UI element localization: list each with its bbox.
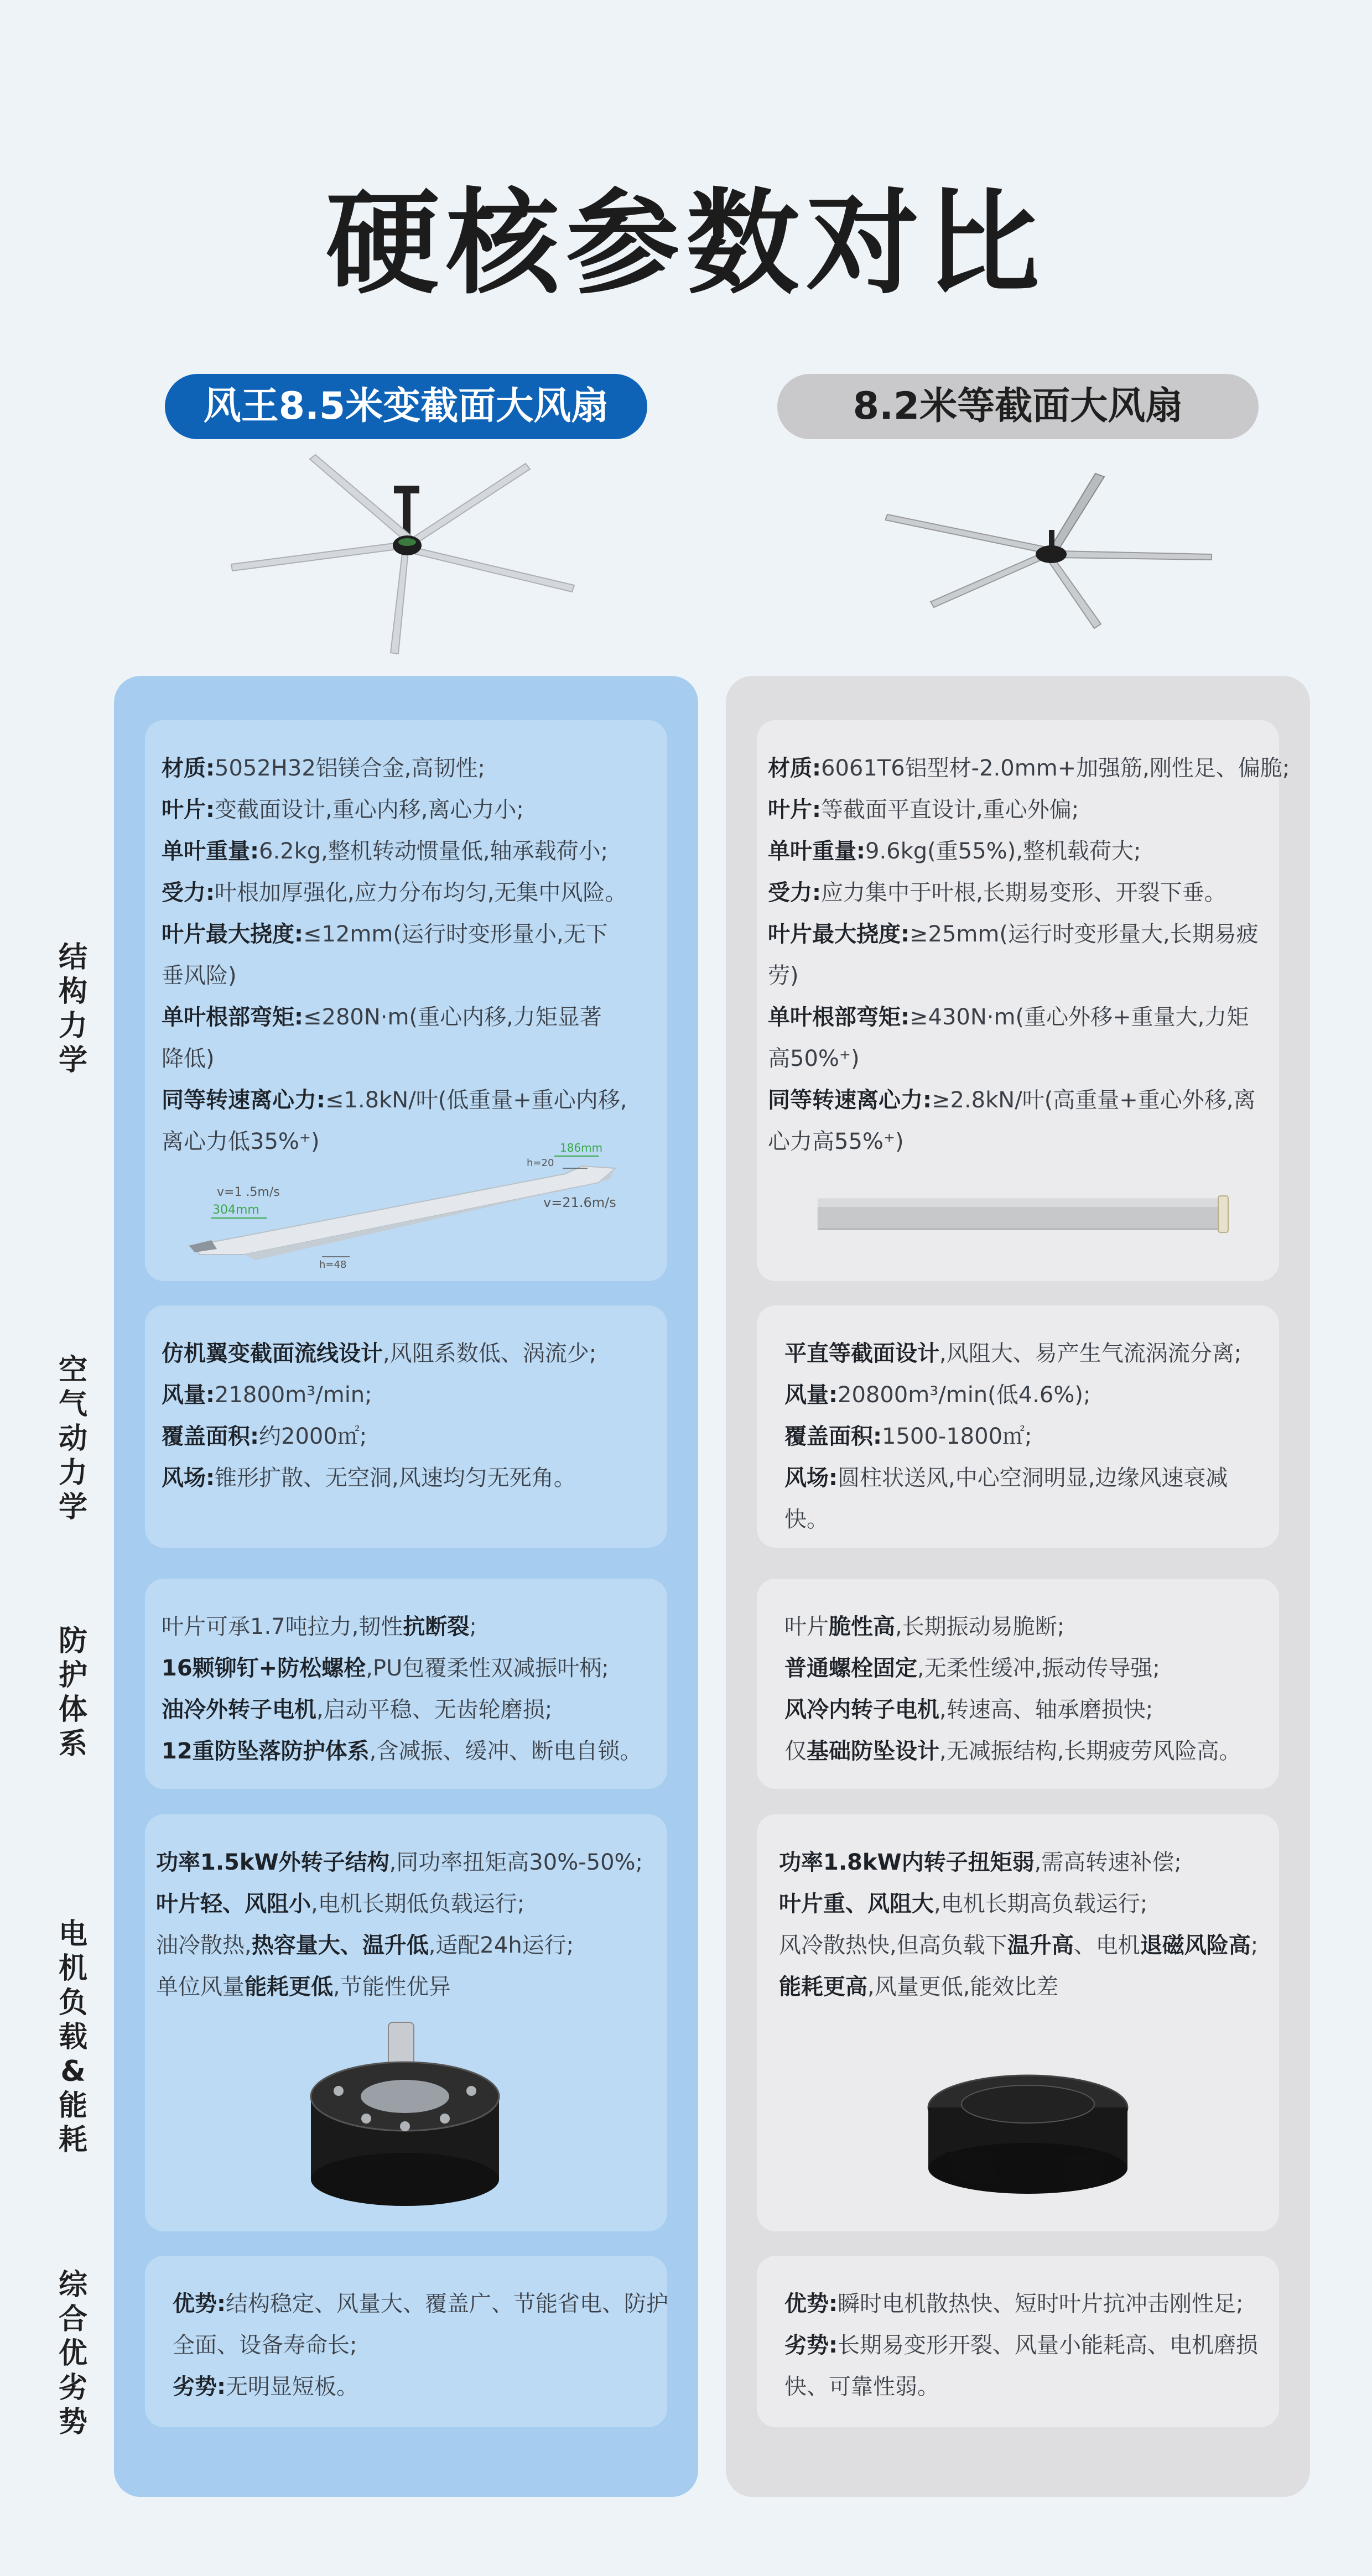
- right-fan-image: [885, 470, 1217, 636]
- text: 5052H32铝镁合金,高韧性;: [215, 756, 485, 781]
- bold-text: 单叶重量:: [162, 839, 259, 864]
- text: 变截面设计,重心内移,离心力小;: [215, 797, 524, 823]
- text-line: [162, 1606, 651, 1648]
- text: 20800m³/min(低4.6%);: [838, 1382, 1091, 1408]
- blade-speed-root: v=1 .5m/s: [217, 1185, 280, 1199]
- bold-text: 平直等截面设计: [784, 1341, 939, 1366]
- text: ;: [1250, 1933, 1259, 1958]
- bold-text: 能耗更低: [245, 1974, 333, 2000]
- text-line: [784, 1375, 1262, 1416]
- text-line: [768, 1121, 1262, 1163]
- bold-text: 仿机翼变截面流线设计: [162, 1341, 383, 1366]
- bold-text: 优势:: [784, 2291, 838, 2317]
- section-label-protect: 防护体系: [58, 1625, 87, 1761]
- right-motor-image: [923, 2069, 1133, 2207]
- blade-speed-tip: v=21.6m/s: [543, 1195, 616, 1210]
- left-structure-text: [162, 748, 651, 1163]
- text-line: [162, 748, 651, 789]
- text-line: [768, 789, 1262, 831]
- bold-text: 风场:: [162, 1465, 215, 1491]
- text-line: [162, 1648, 651, 1689]
- text: 降低): [162, 1046, 215, 1071]
- text-line: [156, 1842, 651, 1883]
- left-motor-text: [156, 1842, 651, 2008]
- text-line: [162, 1689, 651, 1731]
- text-line: [768, 955, 1262, 997]
- bold-text: 叶片最大挠度:: [768, 922, 910, 947]
- text-line: [173, 2366, 651, 2408]
- text-line: [784, 2366, 1262, 2408]
- text: 劳): [768, 963, 799, 988]
- section-label-summary: 综合优劣势: [58, 2268, 87, 2439]
- text: ,风阻系数低、涡流少;: [383, 1341, 597, 1366]
- bold-text: 覆盖面积:: [784, 1424, 882, 1449]
- right-summary-text: [784, 2283, 1262, 2408]
- right-structure-text: [768, 748, 1290, 1163]
- text-line: [768, 1080, 1262, 1121]
- right-structure-card: [757, 720, 1290, 1281]
- text: ,转速高、轴承磨损快;: [939, 1697, 1153, 1722]
- text: 21800m³/min;: [215, 1382, 372, 1408]
- text: 单位风量: [156, 1974, 245, 2000]
- text-line: [162, 955, 651, 997]
- blade-width-root: 304mm: [212, 1203, 259, 1217]
- left-protect-text: [162, 1606, 651, 1772]
- text-line: [784, 1499, 1262, 1541]
- text-line: [162, 914, 651, 955]
- bold-text: 同等转速离心力:: [162, 1087, 325, 1113]
- text-line: [162, 1731, 651, 1772]
- text-line: [784, 1606, 1262, 1648]
- text: 叶根加厚强化,应力分布均匀,无集中风险。: [215, 880, 627, 905]
- bold-text: 风量:: [784, 1382, 838, 1408]
- text: 风冷散热快,但高负载下: [779, 1933, 1007, 1958]
- text: 约2000㎡;: [259, 1424, 367, 1449]
- right-motor-card: [757, 1814, 1279, 2231]
- text: 无明显短板。: [226, 2374, 358, 2400]
- bold-text: 单叶根部弯矩:: [768, 1005, 910, 1030]
- right-column: [726, 676, 1310, 2497]
- section-label-structure: 结构力学: [58, 941, 87, 1077]
- bold-text: 优势:: [173, 2291, 226, 2317]
- bold-text: 受力:: [162, 880, 215, 905]
- bold-text: 12重防坠落防护体系: [162, 1739, 370, 1764]
- text: 1500-1800㎡;: [882, 1424, 1032, 1449]
- left-aero-text: [162, 1333, 651, 1499]
- text-line: [162, 1458, 651, 1499]
- left-structure-card: [145, 720, 667, 1281]
- bold-text: 温升高: [1007, 1933, 1074, 1958]
- bold-text: 退磁风险高: [1140, 1933, 1251, 1958]
- text-line: [162, 1333, 651, 1375]
- text: ,同功率扭矩高30%-50%;: [389, 1850, 643, 1875]
- left-motor-image: [300, 2019, 510, 2207]
- text-line: [768, 748, 1290, 789]
- text-line: [768, 914, 1262, 955]
- bold-text: 风量:: [162, 1382, 215, 1408]
- bold-text: 材质:: [768, 756, 821, 781]
- text: 心力高55%⁺): [768, 1129, 904, 1154]
- right-aero-text: [784, 1333, 1262, 1541]
- bold-text: 脆性高: [829, 1614, 895, 1640]
- text-line: [768, 831, 1262, 872]
- text-line: [162, 997, 651, 1038]
- text-line: [779, 1925, 1262, 1966]
- bold-text: 叶片最大挠度:: [162, 922, 303, 947]
- bold-text: 油冷外转子电机: [162, 1697, 316, 1722]
- left-column: [114, 676, 698, 2497]
- text: ,长期振动易脆断;: [895, 1614, 1065, 1640]
- text-line: [173, 2283, 668, 2325]
- bold-text: 功率1.8kW内转子扭矩弱: [779, 1850, 1035, 1875]
- text-line: [784, 1333, 1262, 1375]
- text: 高50%⁺): [768, 1046, 860, 1071]
- blade-height-root: h=48: [319, 1259, 347, 1268]
- text: 结构稳定、风量大、覆盖广、节能省电、防护: [226, 2291, 668, 2317]
- text: ,启动平稳、无齿轮磨损;: [316, 1697, 553, 1722]
- bold-text: 同等转速离心力:: [768, 1087, 932, 1113]
- right-summary-card: [757, 2256, 1279, 2427]
- text-line: [162, 1416, 651, 1458]
- text-line: [784, 2283, 1262, 2325]
- bold-text: 叶片:: [768, 797, 821, 823]
- text-line: [784, 1648, 1262, 1689]
- bold-text: 16颗铆钉+防松螺栓: [162, 1656, 366, 1681]
- text-line: [768, 997, 1262, 1038]
- bold-text: 风冷内转子电机: [784, 1697, 939, 1722]
- right-motor-text: [779, 1842, 1262, 2008]
- text-line: [162, 789, 651, 831]
- text: 快。: [784, 1507, 829, 1532]
- text-line: [162, 872, 651, 914]
- blade-height-tip: h=20: [527, 1157, 554, 1169]
- text: 油冷散热,: [156, 1933, 252, 1958]
- text: 6.2kg,整机转动惯量低,轴承载荷小;: [259, 839, 609, 864]
- text: 离心力低35%⁺): [162, 1129, 320, 1154]
- text: 锥形扩散、无空洞,风速均匀无死角。: [215, 1465, 576, 1491]
- text: ,适配24h运行;: [428, 1933, 574, 1958]
- bold-text: 叶片:: [162, 797, 215, 823]
- text: 瞬时电机散热快、短时叶片抗冲击刚性足;: [838, 2291, 1244, 2317]
- left-summary-card: [145, 2256, 667, 2427]
- text: 垂风险): [162, 963, 237, 988]
- text: ≥25mm(运行时变形量大,长期易疲: [910, 922, 1259, 947]
- text-line: [768, 1038, 1262, 1080]
- left-product-header: 风王8.5米变截面大风扇: [165, 374, 647, 439]
- text: ≥430N·m(重心外移+重量大,力矩: [910, 1005, 1249, 1030]
- text: ;: [469, 1614, 477, 1640]
- text: ,含减振、缓冲、断电自锁。: [369, 1739, 642, 1764]
- blade-width-tip: 186mm: [560, 1141, 603, 1154]
- text-line: [784, 1416, 1262, 1458]
- bold-text: 风场:: [784, 1465, 838, 1491]
- right-aero-card: [757, 1305, 1279, 1548]
- bold-text: 基础防坠设计: [807, 1739, 939, 1764]
- text-line: [784, 1731, 1262, 1772]
- text: ≥2.8kN/叶(高重量+重心外移,离: [932, 1087, 1256, 1113]
- text: 、电机: [1073, 1933, 1140, 1958]
- bold-text: 材质:: [162, 756, 215, 781]
- section-label-aero: 空气动力学: [58, 1354, 87, 1524]
- text: ,节能性优异: [333, 1974, 451, 2000]
- text: 叶片: [784, 1614, 829, 1640]
- left-protect-card: [145, 1579, 667, 1789]
- bold-text: 普通螺栓固定: [784, 1656, 917, 1681]
- bold-text: 抗断裂: [403, 1614, 470, 1640]
- text-line: [162, 1080, 651, 1121]
- text: 9.6kg(重55%),整机载荷大;: [865, 839, 1141, 864]
- page-title: 硬核参数对比: [326, 178, 1046, 310]
- text-line: [156, 1925, 651, 1966]
- text-line: [162, 1038, 651, 1080]
- left-aero-card: [145, 1305, 667, 1548]
- text-line: [779, 1842, 1262, 1883]
- text: 圆柱状送风,中心空洞明显,边缘风速衰减: [838, 1465, 1228, 1491]
- text: 仅: [784, 1739, 807, 1764]
- left-motor-card: [145, 1814, 667, 2231]
- text: 叶片可承1.7吨拉力,韧性: [162, 1614, 403, 1640]
- bold-text: 覆盖面积:: [162, 1424, 259, 1449]
- bold-text: 单叶根部弯矩:: [162, 1005, 303, 1030]
- text: ,PU包覆柔性双减振叶柄;: [366, 1656, 609, 1681]
- text-line: [156, 1966, 651, 2008]
- text: 应力集中于叶根,长期易变形、开裂下垂。: [821, 880, 1227, 905]
- bold-text: 劣势:: [784, 2333, 838, 2358]
- text-line: [784, 2325, 1262, 2366]
- text-line: [162, 1375, 651, 1416]
- bold-text: 单叶重量:: [768, 839, 865, 864]
- text-line: [779, 1883, 1262, 1925]
- bold-text: 叶片轻、风阻小: [156, 1891, 311, 1917]
- bold-text: 功率1.5kW外转子结构: [156, 1850, 389, 1875]
- right-blade-image: [818, 1195, 1238, 1234]
- left-fan-image: [227, 443, 581, 658]
- text: ,电机长期低负载运行;: [311, 1891, 525, 1917]
- left-blade-diagram: [178, 1130, 632, 1268]
- text: 全面、设备寿命长;: [173, 2333, 357, 2358]
- text: 6061T6铝型材-2.0mm+加强筋,刚性足、偏脆;: [821, 756, 1290, 781]
- text: ,无柔性缓冲,振动传导强;: [917, 1656, 1160, 1681]
- right-product-header: 8.2米等截面大风扇: [777, 374, 1259, 439]
- text-line: [156, 1883, 651, 1925]
- text-line: [162, 831, 651, 872]
- text: ,风量更低,能效比差: [867, 1974, 1059, 2000]
- left-summary-text: [173, 2283, 668, 2408]
- bold-text: 叶片重、风阻大: [779, 1891, 934, 1917]
- text-line: [784, 1458, 1262, 1499]
- text: ,无减振结构,长期疲劳风险高。: [939, 1739, 1241, 1764]
- bold-text: 能耗更高: [779, 1974, 867, 2000]
- bold-text: 劣势:: [173, 2374, 226, 2400]
- right-protect-text: [784, 1606, 1262, 1772]
- bold-text: 受力:: [768, 880, 821, 905]
- text: 快、可靠性弱。: [784, 2374, 939, 2400]
- text: ≤12mm(运行时变形量小,无下: [303, 922, 608, 947]
- right-protect-card: [757, 1579, 1279, 1789]
- bold-text: 热容量大、温升低: [251, 1933, 429, 1958]
- text-line: [779, 1966, 1262, 2008]
- text: ≤280N·m(重心内移,力矩显著: [303, 1005, 602, 1030]
- text-line: [768, 872, 1262, 914]
- section-label-motor: 电机负载&能耗: [58, 1918, 87, 2157]
- text: ,风阻大、易产生气流涡流分离;: [939, 1341, 1242, 1366]
- text: ,电机长期高负载运行;: [934, 1891, 1148, 1917]
- text: 等截面平直设计,重心外偏;: [821, 797, 1079, 823]
- text: ,需高转速补偿;: [1034, 1850, 1182, 1875]
- text: ≤1.8kN/叶(低重量+重心内移,: [325, 1087, 627, 1113]
- text-line: [784, 1689, 1262, 1731]
- text-line: [173, 2325, 651, 2366]
- text: 长期易变形开裂、风量小能耗高、电机磨损: [838, 2333, 1258, 2358]
